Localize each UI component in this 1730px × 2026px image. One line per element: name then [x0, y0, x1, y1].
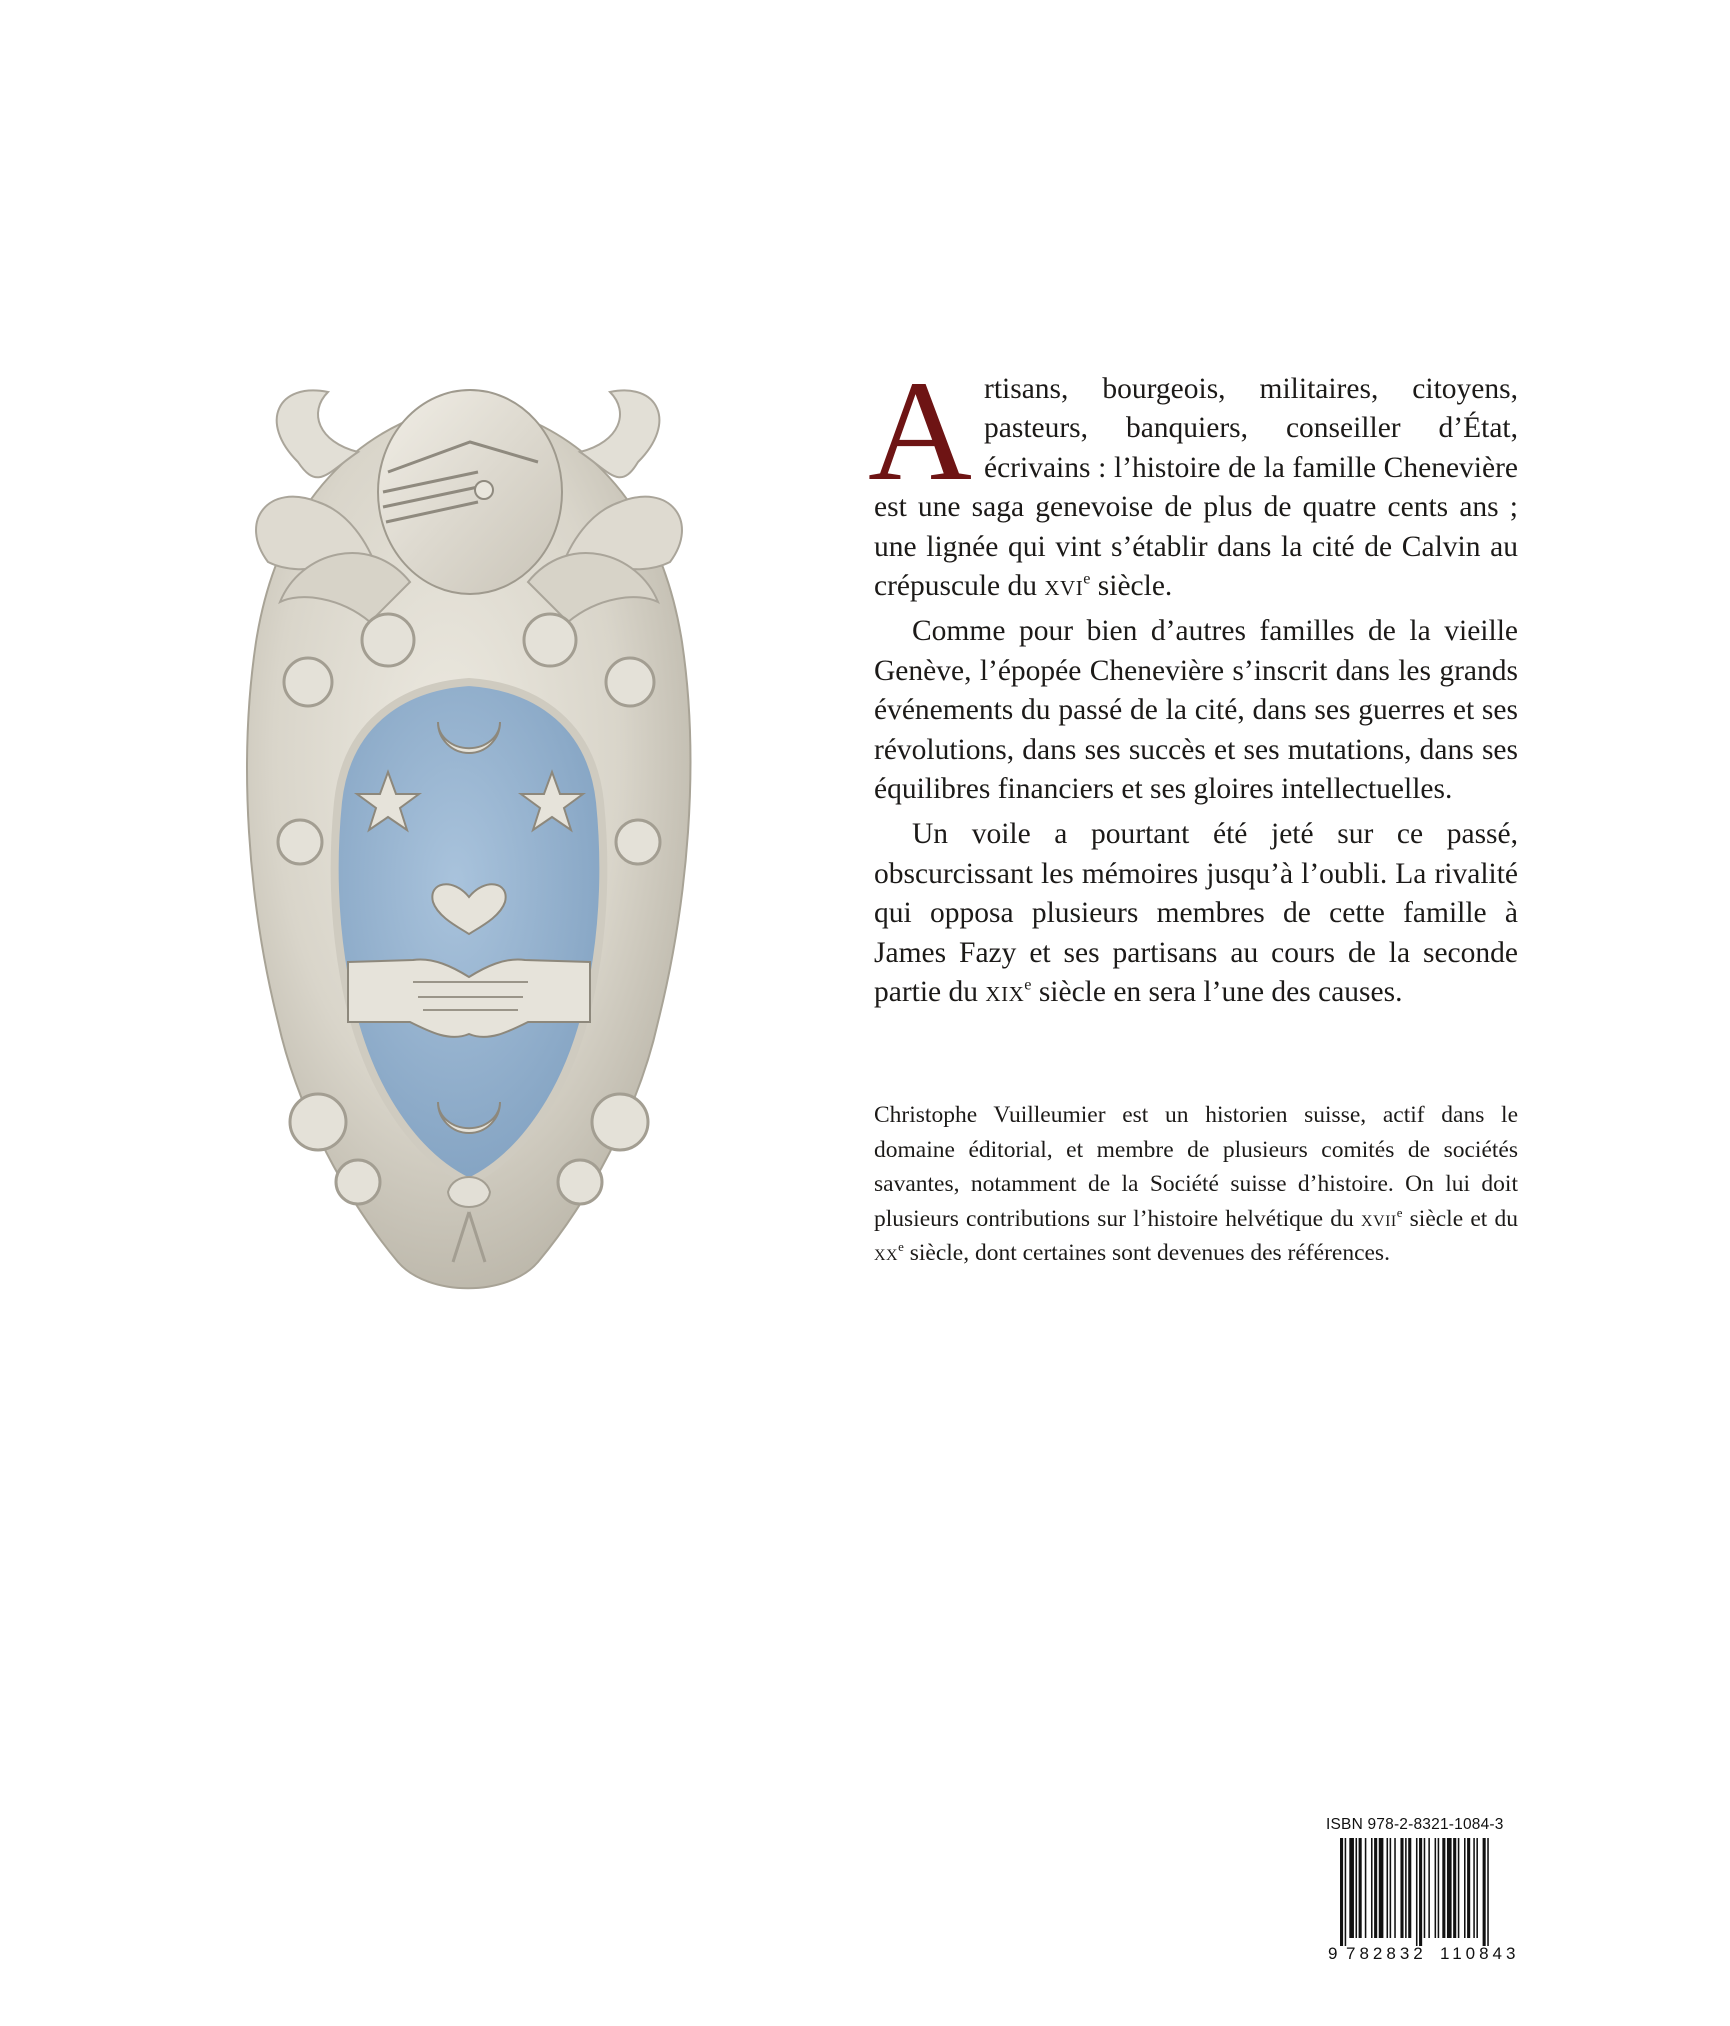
barcode-bar [1487, 1838, 1489, 1946]
barcode-bar [1453, 1838, 1456, 1938]
blurb-text: rtisans, bourgeois, militaires, citoyens, pasteurs, banquiers, conseiller d’État, écrivains : l’histoire de la famille Chenevière est une saga genevoise de plus de quatre cents ans ; une lignée qui vint s’établir dans la cité de Calvin au crépuscule du [874, 373, 1518, 603]
barcode-bar [1447, 1838, 1452, 1938]
barcode-bar [1345, 1838, 1347, 1946]
bio-text: siècle et du [1402, 1205, 1518, 1232]
barcode-bar [1365, 1838, 1367, 1938]
blurb-text-end: siècle en sera l’une des causes. [1031, 976, 1403, 1009]
century-suffix: e [1083, 569, 1091, 588]
century-suffix: e [898, 1238, 904, 1254]
barcode-bar [1390, 1838, 1392, 1938]
century-numeral: xvii [1360, 1205, 1397, 1232]
barcode-bar [1419, 1838, 1422, 1946]
barcode-icon [1326, 1838, 1538, 1962]
blurb-text: Un voile a pourtant été jeté sur ce passé, obscurcissant les mémoires jusqu’à l’oubli. La rivalité qui opposa plusieurs membres de cette famille à James Fazy et ses partisans au cours de la seconde partie du [874, 818, 1518, 1009]
isbn-block [1326, 1816, 1538, 1962]
barcode-bar [1467, 1838, 1470, 1938]
barcode-bar [1438, 1838, 1440, 1938]
bio-text: siècle, dont certaines sont devenues des références. [903, 1240, 1390, 1266]
barcode-bar [1374, 1838, 1377, 1938]
barcode-bar [1483, 1838, 1486, 1946]
blurb-text-end: siècle. [1090, 570, 1173, 603]
barcode-digit-first: 9 [1328, 1944, 1338, 1962]
drop-cap: A [868, 352, 972, 511]
barcode-bar [1473, 1838, 1475, 1938]
barcode-bar [1349, 1838, 1354, 1938]
century-suffix: e [1396, 1204, 1403, 1220]
barcode-bar [1356, 1838, 1358, 1938]
barcode-bar [1394, 1838, 1396, 1938]
blurb-paragraph-3 [874, 815, 1518, 1012]
barcode-bar [1435, 1838, 1437, 1938]
barcode-bar [1476, 1838, 1478, 1938]
barcode-bar [1458, 1838, 1460, 1938]
century-numeral: xx [874, 1240, 899, 1266]
blurb [868, 352, 1518, 1013]
barcode-bar [1428, 1838, 1430, 1938]
barcode-bar [1416, 1838, 1418, 1946]
barcode-bar [1442, 1838, 1445, 1938]
barcode-bar [1400, 1838, 1403, 1938]
barcode-bar [1340, 1838, 1343, 1946]
barcode-digits-right: 110843 [1440, 1944, 1520, 1962]
barcode-bar [1408, 1838, 1411, 1938]
barcode-bar [1424, 1838, 1426, 1938]
bio-text: Christophe Vuilleumier est un historien suisse, actif dans le domaine éditorial, et membre de plusieurs comités de sociétés savantes, notamment de la Société suisse d’histoire. On lui doit plusieurs contributions sur l’histoire helvétique du [874, 1102, 1518, 1232]
isbn-label: ISBN 978-2-8321-1084-3 [1326, 1816, 1504, 1833]
century-numeral: xvi [1044, 570, 1084, 603]
century-numeral: xix [985, 976, 1025, 1009]
barcode-bar [1379, 1838, 1384, 1938]
author-bio [874, 1098, 1518, 1271]
blurb-paragraph-1 [868, 352, 1518, 606]
barcode-bar [1387, 1838, 1389, 1938]
barcode-bar [1371, 1838, 1373, 1938]
coat-of-arms-icon [238, 382, 700, 1308]
barcode-digits-left: 782832 [1346, 1944, 1427, 1962]
barcode-bar [1464, 1838, 1466, 1938]
barcode-bar [1359, 1838, 1362, 1938]
century-suffix: e [1024, 975, 1032, 994]
barcode-bar [1405, 1838, 1407, 1938]
blurb-paragraph-2: Comme pour bien d’autres familles de la vieille Genève, l’épopée Chenevière s’inscrit dans les grands événements du passé de la cité, dans ses guerres et ses révolutions, dans ses succès et ses mutations, dans ses équilibres financiers et ses gloires intellectuelles. [874, 615, 1518, 806]
